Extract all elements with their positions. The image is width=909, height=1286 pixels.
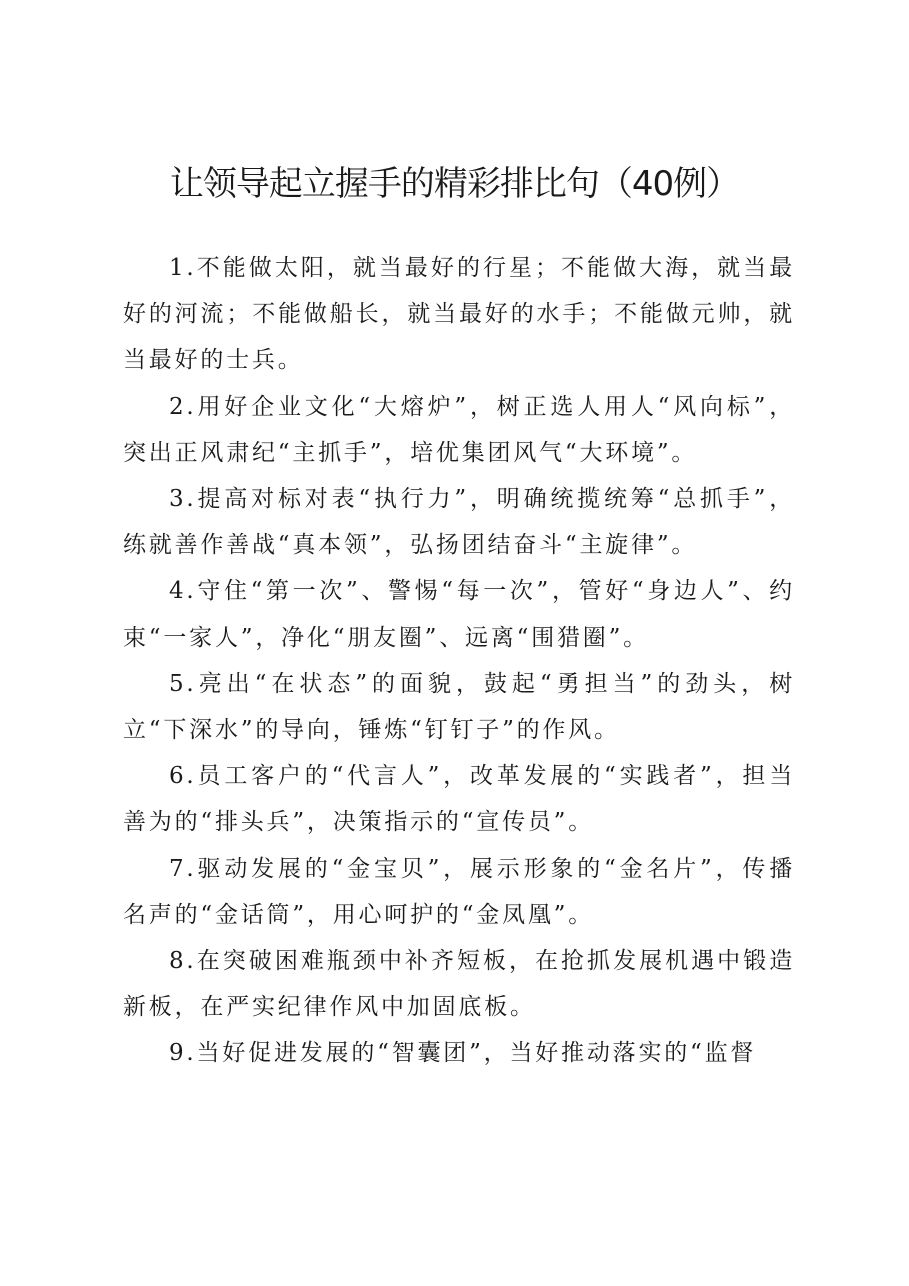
paragraph-4: 4.守住“第一次”、警惕“每一次”，管好“身边人”、约束“一家人”，净化“朋友圈”、远离“围猎圈”。 [123,578,795,651]
document-title: 让领导起立握手的精彩排比句（40例） [169,164,740,204]
paragraph-7: 7.驱动发展的“金宝贝”，展示形象的“金名片”，传播名声的“金话筒”，用心呵护的“金凤凰”。 [123,855,795,928]
paragraph-2: 2.用好企业文化“大熔炉”，树正选人用人“风向标”，突出正风肃纪“主抓手”，培优集团风气“大环境”。 [123,393,795,466]
paragraph-5: 5.亮出“在状态”的面貌，鼓起“勇担当”的劲头，树立“下深水”的导向，锤炼“钉钉子”的作风。 [123,670,795,744]
paragraph-3: 3.提高对标对表“执行力”，明确统揽统筹“总抓手”，练就善作善战“真本领”，弘扬团结奋斗“主旋律”。 [123,486,795,559]
paragraph-1: 1.不能做太阳，就当最好的行星；不能做大海，就当最好的河流；不能做船长，就当最好的水手；不能做元帅，就当最好的士兵。 [123,255,795,374]
paragraph-8: 8.在突破困难瓶颈中补齐短板，在抢抓发展机遇中锻造新板，在严实纪律作风中加固底板。 [123,948,795,1021]
paragraph-6: 6.员工客户的“代言人”，改革发展的“实践者”，担当善为的“排头兵”，决策指示的“宣传员”。 [123,763,795,836]
paragraph-9: 9.当好促进发展的“智囊团”，当好推动落实的“监督 [169,1040,757,1067]
document-body [123,245,795,1077]
